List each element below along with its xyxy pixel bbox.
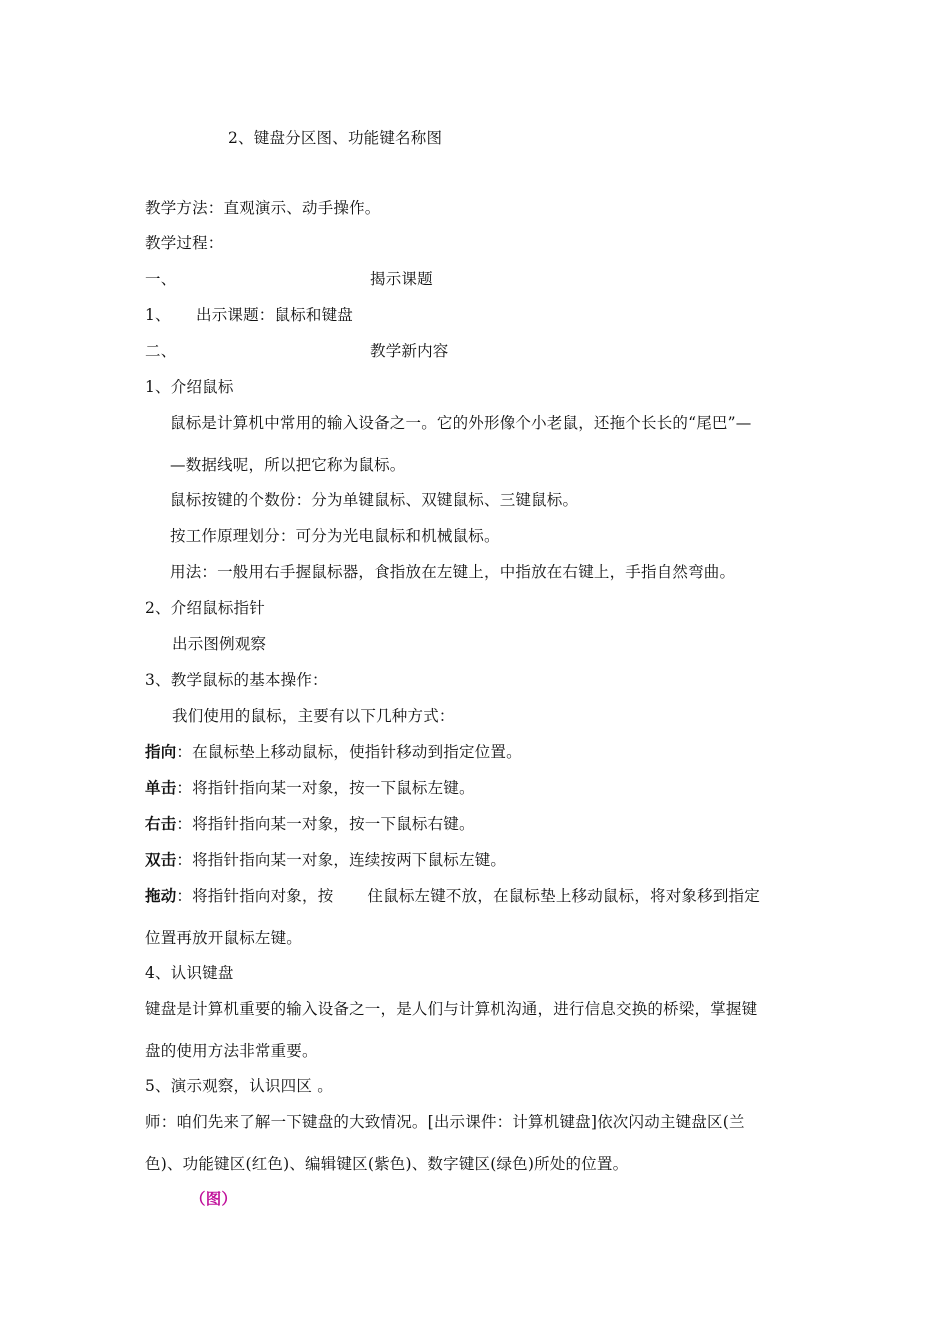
operation-drag: [145, 886, 760, 906]
section-2-title: 教学新内容: [370, 342, 449, 360]
operation-double-click-label: 双击: [145, 850, 177, 869]
heading-mouse: 1、介绍鼠标: [145, 378, 234, 396]
section-2-number: 二、: [145, 342, 177, 360]
operation-point-label: 指向: [145, 742, 177, 761]
teaching-method: 教学方法：直观演示、动手操作。: [145, 199, 381, 217]
pointer-paragraph: 出示图例观察: [172, 635, 267, 653]
operation-click-text: ：将指针指向某一对象，按一下鼠标左键。: [176, 779, 475, 797]
operation-point-text: ：在鼠标垫上移动鼠标，使指针移动到指定位置。: [176, 743, 522, 761]
mouse-buttons-paragraph: 鼠标按键的个数份：分为单键鼠标、双键鼠标、三键鼠标。: [170, 491, 579, 509]
keyboard-paragraph-line-1: 键盘是计算机重要的输入设备之一，是人们与计算机沟通，进行信息交换的桥梁，掌握键: [145, 1000, 758, 1018]
figure-placeholder: （图）: [190, 1189, 238, 1208]
heading-mouse-operations: 3、教学鼠标的基本操作：: [145, 671, 328, 689]
heading-pointer: 2、介绍鼠标指针: [145, 599, 265, 617]
item-1-text: 出示课题：鼠标和键盘: [196, 306, 354, 324]
operation-drag-text-b: 住鼠标左键不放，在鼠标垫上移动鼠标，将对象移到指定: [367, 887, 760, 905]
operation-click: [145, 778, 475, 798]
mouse-paragraph-line-1: 鼠标是计算机中常用的输入设备之一。它的外形像个小老鼠，还拖个长长的“尾巴”—: [170, 414, 752, 432]
operations-intro: 我们使用的鼠标，主要有以下几种方式：: [172, 707, 455, 725]
mouse-paragraph-line-2: —数据线呢，所以把它称为鼠标。: [170, 456, 406, 474]
item-1-number: 1、: [145, 306, 171, 324]
operation-double-click: [145, 850, 506, 870]
mouse-usage-paragraph: 用法：一般用右手握鼠标器，食指放在左键上，中指放在右键上，手指自然弯曲。: [170, 563, 736, 581]
teaching-process-heading: 教学过程：: [145, 234, 224, 252]
operation-double-click-text: ：将指针指向某一对象，连续按两下鼠标左键。: [176, 851, 507, 869]
heading-demo: 5、演示观察，认识四区 。: [145, 1077, 333, 1095]
operation-point: [145, 742, 522, 762]
operation-drag-label: 拖动: [145, 886, 177, 905]
demo-paragraph-line-1: 师：咱们先来了解一下键盘的大致情况。[出示课件：计算机键盘]依次闪动主键盘区(兰: [145, 1113, 745, 1131]
operation-drag-line-2: 位置再放开鼠标左键。: [145, 929, 303, 947]
section-1-number: 一、: [145, 270, 177, 288]
materials-item: 2、键盘分区图、功能键名称图: [228, 129, 443, 147]
keyboard-paragraph-line-2: 盘的使用方法非常重要。: [145, 1042, 318, 1060]
operation-drag-text-a: ：将指针指向对象，按: [176, 887, 334, 905]
mouse-principle-paragraph: 按工作原理划分：可分为光电鼠标和机械鼠标。: [170, 527, 500, 545]
demo-paragraph-line-2: 色)、功能键区(红色)、编辑键区(紫色)、数字键区(绿色)所处的位置。: [145, 1155, 629, 1173]
section-1-title: 揭示课题: [370, 270, 433, 288]
operation-right-click-text: ：将指针指向某一对象，按一下鼠标右键。: [176, 815, 475, 833]
heading-keyboard: 4、认识键盘: [145, 964, 234, 982]
operation-click-label: 单击: [145, 778, 177, 797]
operation-right-click-label: 右击: [145, 814, 177, 833]
operation-right-click: [145, 814, 475, 834]
